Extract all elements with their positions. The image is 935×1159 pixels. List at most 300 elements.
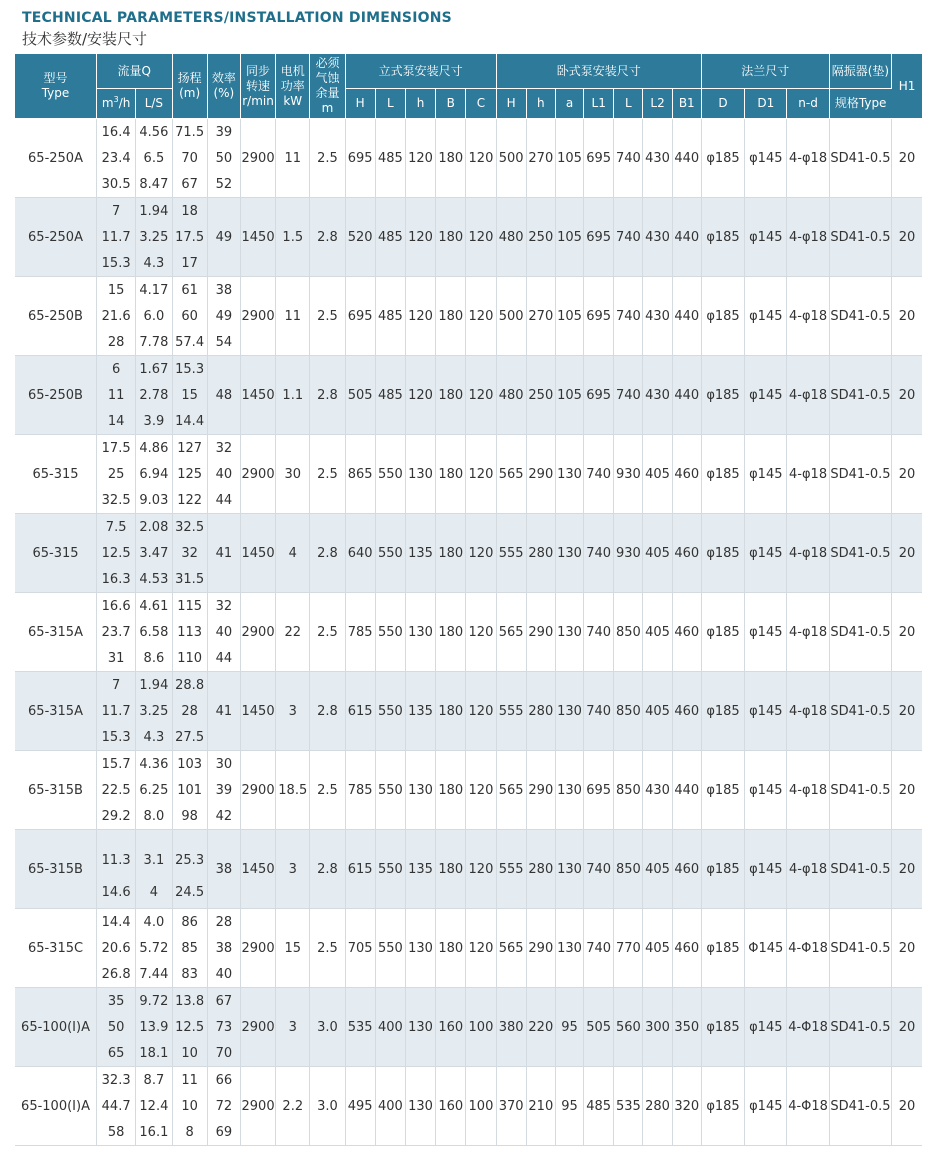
cell-flow-m3h-stack bbox=[97, 751, 135, 829]
cell-flow-ls-stack bbox=[136, 672, 171, 750]
cell-horizontal-dim: 480 bbox=[496, 356, 526, 435]
cell-flow-m3h-value: 25 bbox=[107, 466, 125, 482]
cell-vertical-dim: 100 bbox=[466, 1067, 496, 1146]
cell-flange-d: φ185 bbox=[701, 1067, 744, 1146]
cell-npsh: 2.5 bbox=[310, 119, 345, 198]
cell-isolator: SD41-0.5 bbox=[829, 356, 891, 435]
cell-h1: 20 bbox=[892, 1067, 922, 1146]
cell-flange-d1: φ145 bbox=[745, 514, 787, 593]
cell-flow-m3h bbox=[97, 593, 136, 672]
cell-horizontal-dim: 460 bbox=[672, 435, 701, 514]
cell-flange-d: φ185 bbox=[701, 119, 744, 198]
cell-flow-ls-value: 3.47 bbox=[139, 545, 169, 561]
cell-flow-ls-value: 3.9 bbox=[143, 413, 165, 429]
cell-flange-d1: φ145 bbox=[745, 988, 787, 1067]
cell-eff: 41 bbox=[207, 672, 240, 751]
cell-npsh: 2.5 bbox=[310, 435, 345, 514]
cell-flow-m3h-value: 16.4 bbox=[101, 124, 131, 140]
cell-vertical-dim: 130 bbox=[405, 751, 435, 830]
cell-h1: 20 bbox=[892, 119, 922, 198]
cell-head-stack bbox=[173, 277, 207, 355]
npsh-label-2: 气蚀 bbox=[315, 71, 340, 85]
cell-flange-d1: φ145 bbox=[745, 119, 787, 198]
speed-unit-label: r/min bbox=[242, 93, 274, 108]
col-isolator-spec: 规格Type bbox=[829, 89, 891, 119]
cell-vertical-dim: 550 bbox=[375, 909, 405, 988]
cell-flow-ls-value: 6.58 bbox=[139, 624, 169, 640]
col-vertical-c: C bbox=[466, 89, 496, 119]
cell-flow-m3h-stack bbox=[97, 830, 135, 908]
cell-horizontal-dim: 320 bbox=[672, 1067, 701, 1146]
cell-vertical-dim: 180 bbox=[436, 751, 466, 830]
cell-flow-ls bbox=[136, 119, 172, 198]
cell-horizontal-dim: 280 bbox=[526, 830, 555, 909]
cell-horizontal-dim: 105 bbox=[555, 356, 583, 435]
cell-horizontal-dim: 850 bbox=[614, 593, 643, 672]
col-head bbox=[172, 54, 207, 119]
cell-flow-m3h-stack bbox=[97, 593, 135, 671]
cell-horizontal-dim: 740 bbox=[614, 356, 643, 435]
cell-flange-d1: φ145 bbox=[745, 1067, 787, 1146]
cell-horizontal-dim: 565 bbox=[496, 909, 526, 988]
cell-horizontal-dim: 130 bbox=[555, 909, 583, 988]
cell-head-value: 101 bbox=[177, 782, 203, 798]
cell-isolator: SD41-0.5 bbox=[829, 514, 891, 593]
table-row bbox=[15, 514, 922, 593]
cell-isolator: SD41-0.5 bbox=[829, 830, 891, 909]
cell-vertical-dim: 695 bbox=[345, 277, 375, 356]
cell-horizontal-dim: 130 bbox=[555, 830, 583, 909]
cell-vertical-dim: 865 bbox=[345, 435, 375, 514]
cell-horizontal-dim: 250 bbox=[526, 198, 555, 277]
cell-type: 65-100(I)A bbox=[15, 988, 97, 1067]
cell-head-value: 103 bbox=[177, 756, 203, 772]
cell-horizontal-dim: 565 bbox=[496, 751, 526, 830]
npsh-label-1: 必须 bbox=[315, 56, 340, 70]
cell-horizontal-dim: 210 bbox=[526, 1067, 555, 1146]
cell-eff-value: 30 bbox=[215, 756, 233, 772]
cell-eff bbox=[207, 593, 240, 672]
cell-flow-m3h bbox=[97, 119, 136, 198]
cell-h1: 20 bbox=[892, 198, 922, 277]
cell-flow-ls-value: 1.94 bbox=[139, 203, 169, 219]
cell-flange-nd: 4-φ18 bbox=[787, 119, 829, 198]
cell-vertical-dim: 785 bbox=[345, 593, 375, 672]
cell-head-stack bbox=[173, 119, 207, 197]
cell-flow-m3h-value: 30.5 bbox=[101, 176, 131, 192]
cell-flow-m3h-value: 15.7 bbox=[101, 756, 131, 772]
col-flange: 法兰尺寸 bbox=[701, 54, 829, 89]
cell-horizontal-dim: 740 bbox=[614, 277, 643, 356]
cell-flange-d1: φ145 bbox=[745, 672, 787, 751]
cell-flow-ls-value: 13.9 bbox=[139, 1019, 169, 1035]
cell-eff-value: 40 bbox=[215, 966, 233, 982]
cell-flange-nd: 4-Φ18 bbox=[787, 1067, 829, 1146]
cell-horizontal-dim: 695 bbox=[584, 198, 614, 277]
cell-flow-ls-value: 4.53 bbox=[139, 571, 169, 587]
cell-horizontal-dim: 460 bbox=[672, 909, 701, 988]
cell-flow-ls bbox=[136, 988, 172, 1067]
cell-vertical-dim: 135 bbox=[405, 514, 435, 593]
cell-eff-value: 44 bbox=[215, 492, 233, 508]
cell-npsh: 2.8 bbox=[310, 514, 345, 593]
cell-flow-m3h-value: 65 bbox=[107, 1045, 125, 1061]
col-power bbox=[276, 54, 310, 119]
cell-speed: 2900 bbox=[240, 751, 275, 830]
cell-flow-ls-value: 3.1 bbox=[143, 852, 165, 868]
cell-head-value: 85 bbox=[181, 940, 198, 956]
power-unit-label: kW bbox=[283, 93, 303, 108]
cell-flow-m3h-stack bbox=[97, 356, 135, 434]
cell-horizontal-dim: 130 bbox=[555, 593, 583, 672]
cell-flow-m3h-stack bbox=[97, 435, 135, 513]
table-row bbox=[15, 119, 922, 198]
cell-flow-ls-stack bbox=[136, 751, 171, 829]
cell-vertical-dim: 120 bbox=[466, 514, 496, 593]
cell-flow-ls-value: 2.78 bbox=[139, 387, 169, 403]
cell-eff bbox=[207, 119, 240, 198]
cell-flow-m3h-value: 7 bbox=[112, 677, 121, 693]
cell-flow-ls-stack bbox=[136, 830, 171, 908]
cell-npsh: 2.8 bbox=[310, 198, 345, 277]
cell-head-stack bbox=[173, 909, 207, 987]
cell-eff-value: 52 bbox=[215, 176, 233, 192]
cell-flow-ls-value: 2.08 bbox=[139, 519, 169, 535]
cell-h1: 20 bbox=[892, 988, 922, 1067]
cell-flange-d: φ185 bbox=[701, 277, 744, 356]
cell-head-value: 122 bbox=[177, 492, 203, 508]
cell-h1: 20 bbox=[892, 909, 922, 988]
cell-flow-ls-value: 9.72 bbox=[139, 993, 169, 1009]
cell-vertical-dim: 100 bbox=[466, 988, 496, 1067]
cell-isolator: SD41-0.5 bbox=[829, 435, 891, 514]
cell-flow-m3h-value: 11.3 bbox=[101, 852, 131, 868]
cell-eff-stack bbox=[208, 1067, 240, 1145]
cell-head-value: 86 bbox=[181, 914, 198, 930]
cell-flow-m3h-value: 16.3 bbox=[101, 571, 131, 587]
cell-flow-ls-value: 9.03 bbox=[139, 492, 169, 508]
col-flange-n-d: n-d bbox=[787, 89, 829, 119]
cell-head bbox=[172, 435, 207, 514]
cell-speed: 2900 bbox=[240, 988, 275, 1067]
cell-isolator: SD41-0.5 bbox=[829, 198, 891, 277]
cell-horizontal-dim: 505 bbox=[584, 988, 614, 1067]
cell-horizontal-dim: 440 bbox=[672, 198, 701, 277]
cell-horizontal-dim: 740 bbox=[614, 119, 643, 198]
cell-power: 30 bbox=[276, 435, 310, 514]
cell-type: 65-250B bbox=[15, 356, 97, 435]
cell-head bbox=[172, 593, 207, 672]
cell-flange-d1: φ145 bbox=[745, 751, 787, 830]
col-horizontal-l1: L1 bbox=[584, 89, 614, 119]
cell-vertical-dim: 505 bbox=[345, 356, 375, 435]
cell-flow-m3h-value: 14 bbox=[107, 413, 125, 429]
cell-isolator: SD41-0.5 bbox=[829, 1067, 891, 1146]
cell-horizontal-dim: 460 bbox=[672, 830, 701, 909]
cell-vertical-dim: 785 bbox=[345, 751, 375, 830]
cell-power: 3 bbox=[276, 830, 310, 909]
col-vertical-l: L bbox=[375, 89, 405, 119]
cell-flow-ls-value: 8.0 bbox=[143, 808, 165, 824]
cell-flow-m3h-value: 28 bbox=[107, 334, 125, 350]
cell-h1: 20 bbox=[892, 751, 922, 830]
cell-horizontal-dim: 460 bbox=[672, 514, 701, 593]
cell-head-value: 11 bbox=[181, 1072, 198, 1088]
cell-flange-d: φ185 bbox=[701, 198, 744, 277]
cell-vertical-dim: 130 bbox=[405, 593, 435, 672]
cell-vertical-dim: 485 bbox=[375, 119, 405, 198]
cell-flow-m3h-value: 16.6 bbox=[101, 598, 131, 614]
cell-flow-m3h-stack bbox=[97, 909, 135, 987]
cell-head bbox=[172, 672, 207, 751]
cell-flow-m3h-value: 26.8 bbox=[101, 966, 131, 982]
cell-horizontal-dim: 565 bbox=[496, 593, 526, 672]
head-unit-label: (m) bbox=[179, 86, 201, 100]
cell-horizontal-dim: 130 bbox=[555, 435, 583, 514]
cell-flow-ls-value: 18.1 bbox=[139, 1045, 169, 1061]
cell-flow-m3h bbox=[97, 277, 136, 356]
cell-eff: 49 bbox=[207, 198, 240, 277]
cell-vertical-dim: 485 bbox=[375, 198, 405, 277]
npsh-label-3: 余量 bbox=[315, 86, 340, 100]
cell-horizontal-dim: 695 bbox=[584, 119, 614, 198]
cell-horizontal-dim: 270 bbox=[526, 119, 555, 198]
cell-eff-value: 38 bbox=[215, 282, 233, 298]
cell-eff bbox=[207, 435, 240, 514]
title-en: TECHNICAL PARAMETERS/INSTALLATION DIMENSIONS bbox=[22, 10, 452, 26]
table-row bbox=[15, 435, 922, 514]
cell-eff-value: 66 bbox=[215, 1072, 233, 1088]
cell-eff-stack bbox=[208, 435, 240, 513]
cell-eff-stack bbox=[208, 593, 240, 671]
cell-vertical-dim: 120 bbox=[405, 356, 435, 435]
cell-npsh: 3.0 bbox=[310, 1067, 345, 1146]
cell-head-value: 17 bbox=[181, 255, 198, 271]
cell-horizontal-dim: 440 bbox=[672, 751, 701, 830]
cell-head-value: 32 bbox=[181, 545, 198, 561]
cell-horizontal-dim: 695 bbox=[584, 751, 614, 830]
cell-eff-value: 49 bbox=[215, 308, 233, 324]
cell-flow-ls-stack bbox=[136, 593, 171, 671]
cell-horizontal-dim: 280 bbox=[526, 672, 555, 751]
col-isolator: 隔振器(垫) bbox=[829, 54, 891, 89]
table-row bbox=[15, 751, 922, 830]
cell-horizontal-dim: 220 bbox=[526, 988, 555, 1067]
cell-type: 65-100(I)A bbox=[15, 1067, 97, 1146]
cell-speed: 2900 bbox=[240, 909, 275, 988]
cell-flow-m3h-stack bbox=[97, 988, 135, 1066]
cell-speed: 2900 bbox=[240, 1067, 275, 1146]
cell-flow-ls-stack bbox=[136, 119, 171, 197]
cell-flow-m3h-value: 7.5 bbox=[105, 519, 127, 535]
cell-head-value: 115 bbox=[177, 598, 203, 614]
cell-flange-nd: 4-Φ18 bbox=[787, 909, 829, 988]
cell-vertical-dim: 120 bbox=[466, 593, 496, 672]
col-horizontal: 卧式泵安装尺寸 bbox=[496, 54, 701, 89]
cell-flow-ls-value: 4.3 bbox=[143, 729, 165, 745]
cell-horizontal-dim: 405 bbox=[643, 830, 672, 909]
cell-horizontal-dim: 300 bbox=[643, 988, 672, 1067]
type-cn-label: 型号 bbox=[43, 71, 68, 85]
cell-head-value: 25.3 bbox=[175, 852, 205, 868]
cell-vertical-dim: 130 bbox=[405, 988, 435, 1067]
col-flange-d1: D1 bbox=[745, 89, 787, 119]
col-speed bbox=[240, 54, 275, 119]
cell-vertical-dim: 130 bbox=[405, 909, 435, 988]
cell-h1: 20 bbox=[892, 356, 922, 435]
cell-eff-stack bbox=[208, 119, 240, 197]
cell-flow-m3h-value: 32.5 bbox=[101, 492, 131, 508]
cell-head-value: 15 bbox=[181, 387, 198, 403]
cell-flow-ls bbox=[136, 751, 172, 830]
table-row bbox=[15, 988, 922, 1067]
cell-npsh: 2.8 bbox=[310, 672, 345, 751]
table-row bbox=[15, 672, 922, 751]
cell-eff-value: 70 bbox=[215, 1045, 233, 1061]
cell-eff-value: 69 bbox=[215, 1124, 233, 1140]
cell-head-value: 24.5 bbox=[175, 884, 205, 900]
cell-horizontal-dim: 430 bbox=[643, 751, 672, 830]
cell-vertical-dim: 615 bbox=[345, 830, 375, 909]
cell-flow-m3h-value: 44.7 bbox=[101, 1098, 131, 1114]
cell-horizontal-dim: 430 bbox=[643, 119, 672, 198]
cell-flow-m3h-value: 29.2 bbox=[101, 808, 131, 824]
cell-vertical-dim: 180 bbox=[436, 830, 466, 909]
cell-flow-m3h-value: 11.7 bbox=[101, 703, 131, 719]
cell-type: 65-315B bbox=[15, 751, 97, 830]
cell-flow-m3h-stack bbox=[97, 672, 135, 750]
cell-isolator: SD41-0.5 bbox=[829, 988, 891, 1067]
cell-horizontal-dim: 105 bbox=[555, 277, 583, 356]
cell-flow-m3h-value: 6 bbox=[112, 361, 121, 377]
cell-flange-nd: 4-φ18 bbox=[787, 751, 829, 830]
cell-flow-ls-value: 1.94 bbox=[139, 677, 169, 693]
cell-vertical-dim: 550 bbox=[375, 435, 405, 514]
cell-horizontal-dim: 290 bbox=[526, 593, 555, 672]
cell-flow-m3h-value: 32.3 bbox=[101, 1072, 131, 1088]
cell-head-value: 17.5 bbox=[175, 229, 205, 245]
cell-flow-m3h-value: 35 bbox=[107, 993, 125, 1009]
cell-flow-m3h bbox=[97, 198, 136, 277]
cell-horizontal-dim: 565 bbox=[496, 435, 526, 514]
table-row bbox=[15, 909, 922, 988]
cell-flow-ls-value: 1.67 bbox=[139, 361, 169, 377]
cell-head-value: 57.4 bbox=[175, 334, 205, 350]
cell-head-value: 61 bbox=[181, 282, 198, 298]
cell-eff-value: 40 bbox=[215, 624, 233, 640]
cell-horizontal-dim: 850 bbox=[614, 751, 643, 830]
cell-flow-ls-value: 4.3 bbox=[143, 255, 165, 271]
cell-flow-ls-value: 7.44 bbox=[139, 966, 169, 982]
cell-flow-ls bbox=[136, 435, 172, 514]
head-cn-label: 扬程 bbox=[177, 71, 202, 85]
cell-horizontal-dim: 270 bbox=[526, 277, 555, 356]
col-flange-d: D bbox=[701, 89, 744, 119]
cell-horizontal-dim: 555 bbox=[496, 672, 526, 751]
cell-speed: 2900 bbox=[240, 277, 275, 356]
cell-horizontal-dim: 280 bbox=[643, 1067, 672, 1146]
cell-horizontal-dim: 250 bbox=[526, 356, 555, 435]
cell-isolator: SD41-0.5 bbox=[829, 672, 891, 751]
cell-flow-m3h-value: 12.5 bbox=[101, 545, 131, 561]
cell-vertical-dim: 550 bbox=[375, 514, 405, 593]
cell-vertical-dim: 485 bbox=[375, 277, 405, 356]
cell-isolator: SD41-0.5 bbox=[829, 593, 891, 672]
col-horizontal-l2: L2 bbox=[643, 89, 672, 119]
cell-head bbox=[172, 356, 207, 435]
cell-flow-m3h bbox=[97, 751, 136, 830]
cell-vertical-dim: 640 bbox=[345, 514, 375, 593]
cell-type: 65-315B bbox=[15, 830, 97, 909]
cell-vertical-dim: 180 bbox=[436, 672, 466, 751]
cell-horizontal-dim: 290 bbox=[526, 435, 555, 514]
cell-flange-d: φ185 bbox=[701, 751, 744, 830]
cell-flow-m3h-stack bbox=[97, 277, 135, 355]
table-row bbox=[15, 1067, 922, 1146]
cell-flow-m3h bbox=[97, 909, 136, 988]
cell-horizontal-dim: 480 bbox=[496, 198, 526, 277]
table-row bbox=[15, 356, 922, 435]
cell-horizontal-dim: 930 bbox=[614, 435, 643, 514]
cell-head-value: 70 bbox=[181, 150, 198, 166]
cell-flange-nd: 4-φ18 bbox=[787, 356, 829, 435]
cell-flow-m3h-value: 23.7 bbox=[101, 624, 131, 640]
table-row bbox=[15, 277, 922, 356]
type-en-label: Type bbox=[41, 86, 70, 100]
cell-type: 65-315A bbox=[15, 593, 97, 672]
cell-eff-value: 39 bbox=[215, 124, 233, 140]
cell-eff: 41 bbox=[207, 514, 240, 593]
cell-head-stack bbox=[173, 672, 207, 750]
cell-head-stack bbox=[173, 435, 207, 513]
cell-head-stack bbox=[173, 830, 207, 908]
cell-eff-value: 54 bbox=[215, 334, 233, 350]
cell-flow-ls-stack bbox=[136, 1067, 171, 1145]
spec-table bbox=[15, 54, 922, 1146]
cell-flow-m3h bbox=[97, 830, 136, 909]
cell-flow-m3h-stack bbox=[97, 119, 135, 197]
cell-flow-ls bbox=[136, 909, 172, 988]
cell-type: 65-315 bbox=[15, 435, 97, 514]
cell-flow-ls-stack bbox=[136, 988, 171, 1066]
cell-head-value: 125 bbox=[177, 466, 203, 482]
cell-flange-d: φ185 bbox=[701, 672, 744, 751]
cell-eff-value: 44 bbox=[215, 650, 233, 666]
cell-flange-nd: 4-φ18 bbox=[787, 672, 829, 751]
cell-flow-ls-value: 4.17 bbox=[139, 282, 169, 298]
cell-eff: 38 bbox=[207, 830, 240, 909]
cell-horizontal-dim: 850 bbox=[614, 672, 643, 751]
cell-horizontal-dim: 695 bbox=[584, 356, 614, 435]
cell-flow-ls-value: 3.25 bbox=[139, 229, 169, 245]
cell-flow-ls-stack bbox=[136, 909, 171, 987]
cell-flow-m3h bbox=[97, 356, 136, 435]
cell-head-value: 31.5 bbox=[175, 571, 205, 587]
cell-flow-ls-value: 12.4 bbox=[139, 1098, 169, 1114]
cell-vertical-dim: 180 bbox=[436, 198, 466, 277]
cell-horizontal-dim: 405 bbox=[643, 435, 672, 514]
cell-vertical-dim: 550 bbox=[375, 751, 405, 830]
cell-eff bbox=[207, 988, 240, 1067]
cell-head bbox=[172, 198, 207, 277]
cell-vertical-dim: 180 bbox=[436, 593, 466, 672]
cell-vertical-dim: 400 bbox=[375, 1067, 405, 1146]
cell-head-value: 15.3 bbox=[175, 361, 205, 377]
cell-head-value: 13.8 bbox=[175, 993, 205, 1009]
cell-vertical-dim: 120 bbox=[405, 119, 435, 198]
cell-horizontal-dim: 105 bbox=[555, 198, 583, 277]
cell-flow-ls bbox=[136, 830, 172, 909]
